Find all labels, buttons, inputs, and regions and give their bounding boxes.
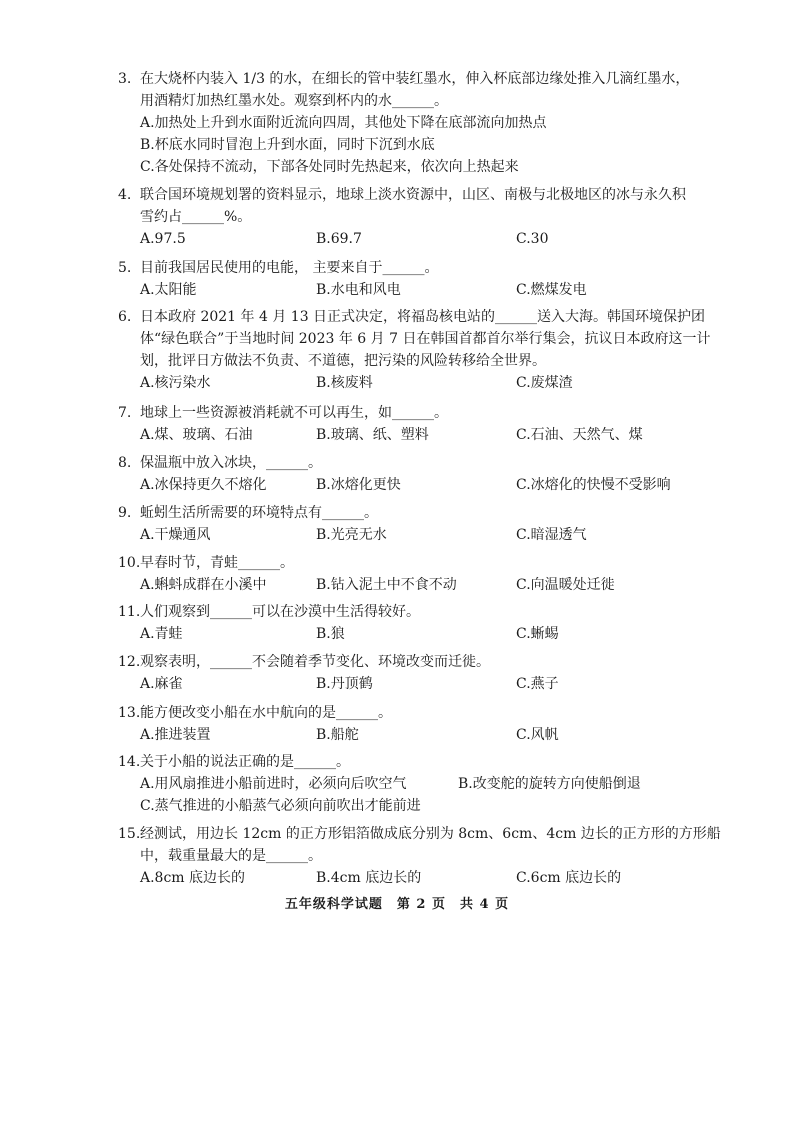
page-footer: 五年级科学试题 第 2 页 共 4 页 [284,897,510,912]
option-b: B.船舵 [316,727,359,743]
option-a: A.97.5 [140,231,186,247]
stem-line: 地球上一些资源被消耗就不可以再生，如______。 [140,405,448,421]
stem-line: 人们观察到______可以在沙漠中生活得较好。 [140,604,420,620]
option-b: B.丹顶鹤 [316,676,373,692]
options-row [140,574,718,596]
options-row [140,673,718,695]
question-number: 15. [118,826,141,842]
options-row [140,228,718,250]
option-c: C.燕子 [516,676,559,692]
question-number: 3. [118,71,132,87]
question-number: 8. [118,455,132,471]
option-c: C.6cm 底边长的 [516,870,622,886]
option-c: C.废煤渣 [516,375,573,391]
option-b: B.玻璃、纸、塑料 [316,427,429,443]
option-b: B.69.7 [316,231,362,247]
question-6 [118,306,718,394]
option-c: C.蜥蜴 [516,626,559,642]
question-stem [140,68,718,112]
options-row [140,623,718,645]
question-3 [118,68,718,178]
stem-line: 中，载重量最大的是______。 [140,848,322,864]
question-stem [140,452,718,474]
question-number: 13. [118,705,141,721]
question-4 [118,184,718,250]
stem-line: 观察表明，______不会随着季节变化、环境改变而迁徙。 [140,654,490,670]
question-number: 4. [118,187,132,203]
options-row [140,279,718,301]
question-8 [118,452,718,496]
option-b: B.狼 [316,626,345,642]
question-stem [140,306,718,372]
option-c: C.风帆 [516,727,559,743]
option-a: A.青蛙 [140,626,183,642]
question-stem [140,702,718,724]
option-a: A.太阳能 [140,282,197,298]
option-a: A.核污染水 [140,375,211,391]
option-a: A.冰保持更久不熔化 [140,477,267,493]
stem-line: 日本政府 2021 年 4 月 13 日正式决定，将福岛核电站的______送入大海。韩国环境保护团 [140,309,706,325]
option-c: C.燃煤发电 [516,282,587,298]
question-stem [140,751,718,773]
option-a: A.推进装置 [140,727,211,743]
option-b: B.钻入泥土中不食不动 [316,577,457,593]
question-12 [118,651,718,695]
question-7 [118,402,718,446]
option-b: B.水电和风电 [316,282,401,298]
stem-line: 保温瓶中放入冰块，______。 [140,455,322,471]
question-number: 9. [118,505,132,521]
question-number: 6. [118,309,132,325]
option-c: C.蒸气推进的小船蒸气必须向前吹出才能前进 [140,798,421,814]
option-c: C.30 [516,231,549,247]
option-b: B.改变舵的旋转方向使船倒退 [458,776,641,792]
option-c: C.暗湿透气 [516,527,587,543]
question-number: 7. [118,405,132,421]
option-b: B.冰熔化更快 [316,477,401,493]
option-a: A.煤、玻璃、石油 [140,427,253,443]
question-number: 12. [118,654,141,670]
options-row [140,773,718,795]
question-5 [118,257,718,301]
option-b: B.核废料 [316,375,373,391]
stem-line: 早春时节，青蛙______。 [140,555,294,571]
options-row [140,524,718,546]
question-stem [140,552,718,574]
stem-line: 关于小船的说法正确的是______。 [140,754,350,770]
option-c: C.冰熔化的快慢不受影响 [516,477,671,493]
options-row [140,867,718,889]
question-number: 10. [118,555,141,571]
stem-line: 雪约占______%。 [140,209,252,225]
option-b: B.杯底水同时冒泡上升到水面，同时下沉到水底 [140,137,435,153]
option-a: A.用风扇推进小船前进时，必须向后吹空气 [140,776,407,792]
options-row [140,474,718,496]
question-stem [140,402,718,424]
question-stem [140,823,721,867]
question-13 [118,702,718,746]
question-stem [140,601,718,623]
stem-line: 目前我国居民使用的电能， 主要来自于______。 [140,260,439,276]
stem-line: 在大烧杯内装入 1/3 的水，在细长的管中装红墨水，伸入杯底部边缘处推入几滴红墨水， [140,71,690,87]
stem-line: 能方便改变小船在水中航向的是______。 [140,705,392,721]
question-10 [118,552,718,596]
stem-line: 蚯蚓生活所需要的环境特点有______。 [140,505,378,521]
question-15 [118,823,721,889]
option-c: C.向温暖处迁徙 [516,577,615,593]
option-b: B.4cm 底边长的 [316,870,422,886]
option-c: C.各处保持不流动，下部各处同时先热起来，依次向上热起来 [140,159,519,175]
question-stem [140,184,718,228]
options-row [140,724,718,746]
question-stem [140,502,718,524]
option-a: A.8cm 底边长的 [140,870,246,886]
option-a: A.干燥通风 [140,527,211,543]
question-14 [118,751,718,817]
stem-line: 用酒精灯加热红墨水处。观察到杯内的水______。 [140,93,448,109]
question-number: 5. [118,260,132,276]
options-row [140,424,718,446]
stem-line: 经测试，用边长 12cm 的正方形铝箔做成底分别为 8cm、6cm、4cm 边长的正方形的方形船 [140,826,721,842]
option-a: A.蝌蚪成群在小溪中 [140,577,267,593]
question-stem [140,257,718,279]
question-stem [140,651,718,673]
options-row [140,372,718,394]
question-number: 14. [118,754,141,770]
option-c: C.石油、天然气、煤 [516,427,643,443]
option-b: B.光亮无水 [316,527,387,543]
option-a: A.加热处上升到水面附近流向四周，其他处下降在底部流向加热点 [140,115,547,131]
stem-line: 体“绿色联合”于当地时间 2023 年 6 月 7 日在韩国首都首尔举行集会，抗议日本政府这一计 [140,331,711,347]
question-number: 11. [118,604,141,620]
question-9 [118,502,718,546]
option-a: A.麻雀 [140,676,183,692]
stem-line: 联合国环境规划署的资料显示，地球上淡水资源中，山区、南极与北极地区的冰与永久积 [140,187,686,203]
question-11 [118,601,718,645]
stem-line: 划，批评日方做法不负责、不道德，把污染的风险转移给全世界。 [140,353,546,369]
